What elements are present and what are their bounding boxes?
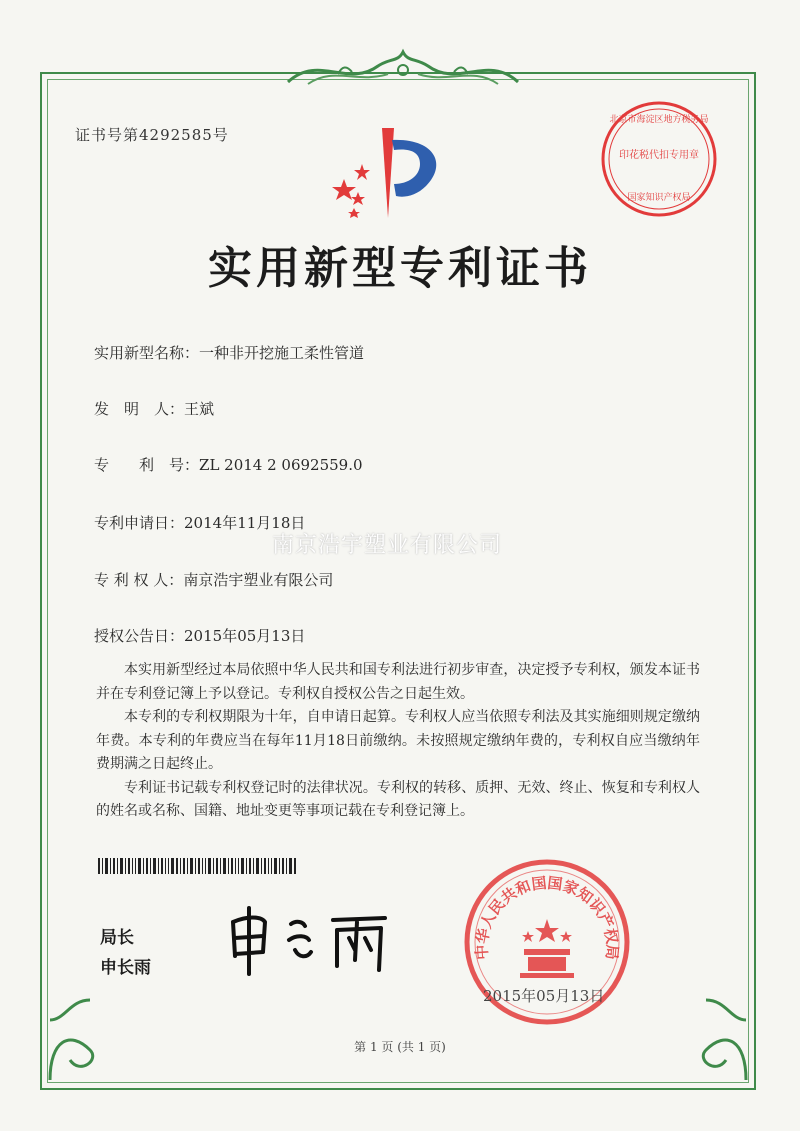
handwritten-signature — [225, 900, 395, 980]
top-ornament — [278, 44, 528, 92]
field-value: 王斌 — [184, 400, 215, 418]
field-label: 专 利 号： — [94, 456, 200, 474]
seal-date: 2015年05月13日 — [483, 987, 605, 1005]
tax-seal-top-text: 北京市海淀区地方税务局 — [609, 115, 709, 125]
field-label: 实用新型名称： — [94, 344, 200, 362]
field-utility-model-name — [94, 342, 364, 363]
barcode-icon — [98, 858, 298, 874]
field-patentee — [94, 569, 333, 590]
body-paragraph-1: 本实用新型经过本局依照中华人民共和国专利法进行初步审查，决定授予专利权，颁发本证书并在专利登记簿上予以登记。专利权自授权公告之日起生效。 — [96, 662, 700, 702]
field-value: 2014年11月18日 — [184, 514, 306, 532]
field-label: 专 利 权 人： — [94, 571, 184, 589]
field-patent-number — [94, 454, 363, 475]
field-value: 一种非开挖施工柔性管道 — [199, 344, 365, 362]
field-grant-date — [94, 625, 305, 646]
field-value: 2015年05月13日 — [184, 627, 306, 645]
tax-seal-inner-text: 印花税代扣专用章 — [619, 150, 699, 161]
field-inventor — [94, 398, 214, 419]
director-name: 申长雨 — [100, 958, 151, 978]
field-label: 专利申请日： — [94, 514, 185, 532]
body-paragraph-3: 专利证书记载专利权登记时的法律状况。专利权的转移、质押、无效、终止、恢复和专利权人的姓名或名称、国籍、地址变更等事项记载在专利登记簿上。 — [96, 779, 700, 819]
director-title: 局长 — [100, 928, 134, 948]
seal-arc-text: 中华人民共和国国家知识产权局 — [472, 873, 622, 961]
corner-ornament-right — [646, 980, 756, 1090]
field-label: 授权公告日： — [94, 627, 185, 645]
certificate-number: 证书号第4292585号 — [75, 126, 229, 144]
tax-seal-bottom-text: 国家知识产权局 — [627, 193, 691, 203]
certificate-body — [96, 659, 700, 824]
company-watermark: 南京浩宇塑业有限公司 — [272, 533, 503, 558]
body-paragraph-2: 本专利的专利权期限为十年，自申请日起算。专利权人应当依照专利法及其实施细则规定缴纳年费。本专利的年费应当在每年11月18日前缴纳。未按照规定缴纳年费的，专利权自应当缴纳年费期满之日起终止。 — [96, 709, 700, 772]
field-value: 南京浩宇塑业有限公司 — [183, 571, 334, 589]
certificate-title: 实用新型专利证书 — [208, 243, 592, 294]
tax-seal-stamp — [598, 98, 720, 220]
page-footer: 第 1 页 (共 1 页) — [354, 1040, 446, 1054]
field-value: ZL 2014 2 0692559.0 — [199, 456, 363, 474]
cnipa-logo-icon — [322, 124, 454, 220]
corner-ornament-left — [40, 980, 150, 1090]
field-label: 发 明 人： — [94, 400, 185, 418]
